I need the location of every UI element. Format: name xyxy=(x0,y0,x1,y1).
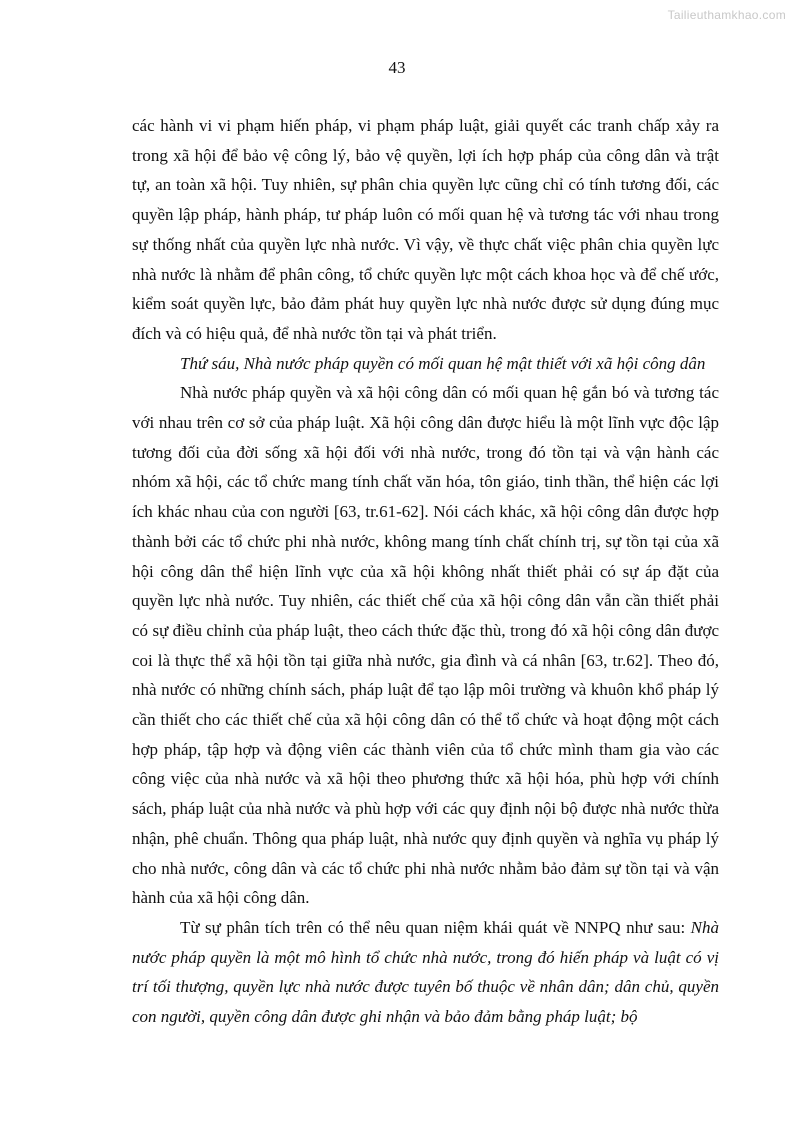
definition-italic: Nhà nước pháp quyền là một mô hình tổ chức nhà nước, trong đó hiến pháp và luật có vị trí tối thượng, quyền lực nhà nước được tuyên bố thuộc về nhân dân; dân chủ, quyền con người, quyền công dân được ghi nhận và bảo đảm bằng pháp luật; bộ xyxy=(132,917,719,1027)
definition-lead: Từ sự phân tích trên có thể nêu quan niệm khái quát về NNPQ như sau: xyxy=(180,917,691,937)
paragraph-continuation: các hành vi vi phạm hiến pháp, vi phạm pháp luật, giải quyết các tranh chấp xảy ra trong xã hội để bảo vệ công lý, bảo vệ quyền, lợi ích hợp pháp của công dân và trật tự, an toàn xã hội. Tuy nhiên, sự phân chia quyền lực cũng chỉ có tính tương đối, các quyền lập pháp, hành pháp, tư pháp luôn có mối quan hệ và tương tác với nhau trong sự thống nhất của quyền lực nhà nước. Vì vậy, về thực chất việc phân chia quyền lực nhà nước là nhằm để phân công, tổ chức quyền lực một cách khoa học và để chế ước, kiểm soát quyền lực, bảo đảm phát huy quyền lực nhà nước được sử dụng đúng mục đích và có hiệu quả, để nhà nước tồn tại và phát triển. xyxy=(132,116,719,343)
section-heading: Thứ sáu, Nhà nước pháp quyền có mối quan hệ mật thiết với xã hội công dân xyxy=(180,353,706,373)
page-number: 43 xyxy=(388,58,406,77)
document-body xyxy=(132,111,719,1032)
watermark: Tailieuthamkhao.com xyxy=(667,8,786,22)
paragraph-civil-society: Nhà nước pháp quyền và xã hội công dân có mối quan hệ gắn bó và tương tác với nhau trên cơ sở của pháp luật. Xã hội công dân được hiểu là một lĩnh vực độc lập tương đối của đời sống xã hội đối với nhà nước, trong đó tồn tại và vận hành các nhóm xã hội, các tổ chức mang tính chất văn hóa, tôn giáo, tinh thần, thể hiện các lợi ích khác nhau của con người [63, tr.61-62]. Nói cách khác, xã hội công dân được hợp thành bởi các tổ chức phi nhà nước, không mang tính chất chính trị, sự tồn tại của xã hội công dân thể hiện lĩnh vực của xã hội không nhất thiết phải có sự áp đặt của quyền lực nhà nước. Tuy nhiên, các thiết chế của xã hội công dân vẫn cần thiết phải có sự điều chỉnh của pháp luật, theo cách thức đặc thù, trong đó xã hội công dân được coi là thực thể xã hội tồn tại giữa nhà nước, gia đình và cá nhân [63, tr.62]. Theo đó, nhà nước có những chính sách, pháp luật để tạo lập môi trường và khuôn khổ pháp lý cần thiết cho các thiết chế của xã hội công dân có thể tổ chức và hoạt động một cách hợp pháp, tập hợp và động viên các thành viên của tổ chức mình tham gia vào các công việc của nhà nước và xã hội theo phương thức xã hội hóa, phù hợp với chính sách, pháp luật của nhà nước và phù hợp với các quy định nội bộ được nhà nước thừa nhận, phê chuẩn. Thông qua pháp luật, nhà nước quy định quyền và nghĩa vụ pháp lý cho nhà nước, công dân và các tổ chức phi nhà nước nhằm bảo đảm sự tồn tại và vận hành của xã hội công dân. xyxy=(132,383,719,908)
paragraph-definition xyxy=(132,913,719,1032)
